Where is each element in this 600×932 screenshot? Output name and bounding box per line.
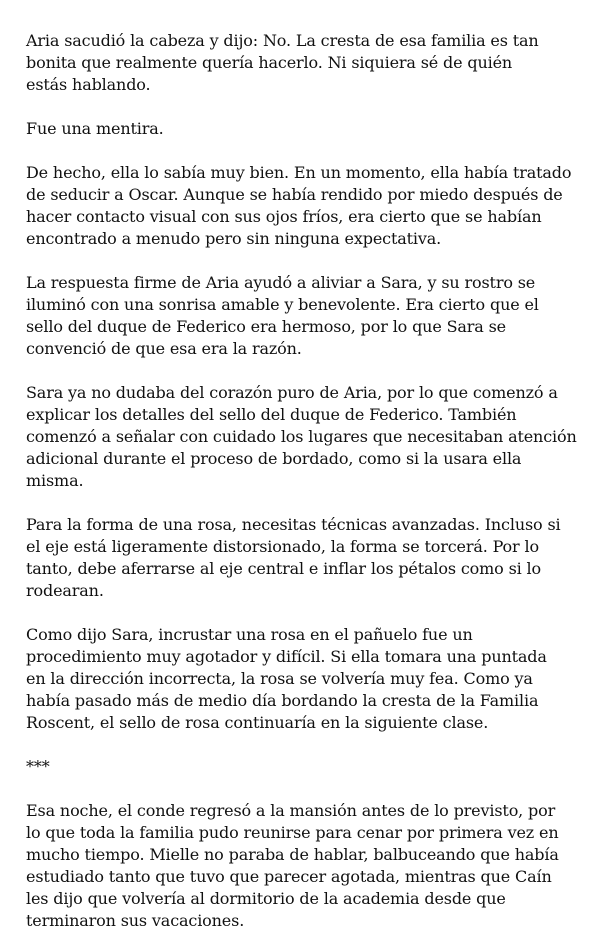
text-line: sello del duque de Federico era hermoso, por lo que Sara se xyxy=(26,317,506,336)
text-line: misma. xyxy=(26,471,84,490)
paragraph-6 xyxy=(26,514,584,602)
text-line: comenzó a señalar con cuidado los lugares que necesitaban atención xyxy=(26,427,577,446)
text-line: De hecho, ella lo sabía muy bien. En un momento, ella había tratado xyxy=(26,163,572,182)
paragraph-3 xyxy=(26,162,584,250)
text-line: iluminó con una sonrisa amable y benevolente. Era cierto que el xyxy=(26,295,539,314)
paragraph-4 xyxy=(26,272,584,360)
text-line: Como dijo Sara, incrustar una rosa en el pañuelo fue un xyxy=(26,625,473,644)
text-line: convenció de que esa era la razón. xyxy=(26,339,302,358)
text-line: terminaron sus vacaciones. xyxy=(26,911,245,930)
text-line: les dijo que volvería al dormitorio de la academia desde que xyxy=(26,889,506,908)
text-line: bonita que realmente quería hacerlo. Ni siquiera sé de quién xyxy=(26,53,513,72)
text-line: tanto, debe aferrarse al eje central e inflar los pétalos como si lo xyxy=(26,559,541,578)
text-line: Esa noche, el conde regresó a la mansión antes de lo previsto, por xyxy=(26,801,556,820)
text-line: hacer contacto visual con sus ojos fríos, era cierto que se habían xyxy=(26,207,542,226)
paragraph-2 xyxy=(26,118,584,140)
text-line: estudiado tanto que tuvo que parecer agotada, mientras que Caín xyxy=(26,867,552,886)
text-line: Para la forma de una rosa, necesitas técnicas avanzadas. Incluso si xyxy=(26,515,561,534)
text-line: de seducir a Oscar. Aunque se había rendido por miedo después de xyxy=(26,185,563,204)
text-line: Fue una mentira. xyxy=(26,119,164,138)
text-line: Roscent, el sello de rosa continuaría en la siguiente clase. xyxy=(26,713,489,732)
text-line: La respuesta firme de Aria ayudó a aliviar a Sara, y su rostro se xyxy=(26,273,536,292)
text-line: en la dirección incorrecta, la rosa se volvería muy fea. Como ya xyxy=(26,669,533,688)
paragraph-5 xyxy=(26,382,584,492)
text-line: adicional durante el proceso de bordado, como si la usara ella xyxy=(26,449,522,468)
text-line: procedimiento muy agotador y difícil. Si ella tomara una puntada xyxy=(26,647,547,666)
text-line: Aria sacudió la cabeza y dijo: No. La cresta de esa familia es tan xyxy=(26,31,539,50)
text-line: el eje está ligeramente distorsionado, la forma se torcerá. Por lo xyxy=(26,537,539,556)
paragraph-1 xyxy=(26,30,584,96)
scene-break xyxy=(26,756,584,778)
text-line: rodearan. xyxy=(26,581,104,600)
text-line: estás hablando. xyxy=(26,75,151,94)
text-line: mucho tiempo. Mielle no paraba de hablar, balbuceando que había xyxy=(26,845,559,864)
text-line: lo que toda la familia pudo reunirse para cenar por primera vez en xyxy=(26,823,559,842)
text-line: *** xyxy=(26,757,50,776)
text-line: Sara ya no dudaba del corazón puro de Aria, por lo que comenzó a xyxy=(26,383,558,402)
text-line: explicar los detalles del sello del duque de Federico. También xyxy=(26,405,517,424)
text-line: había pasado más de medio día bordando la cresta de la Familia xyxy=(26,691,539,710)
paragraph-7 xyxy=(26,624,584,734)
text-line: encontrado a menudo pero sin ninguna expectativa. xyxy=(26,229,442,248)
paragraph-8 xyxy=(26,800,584,932)
